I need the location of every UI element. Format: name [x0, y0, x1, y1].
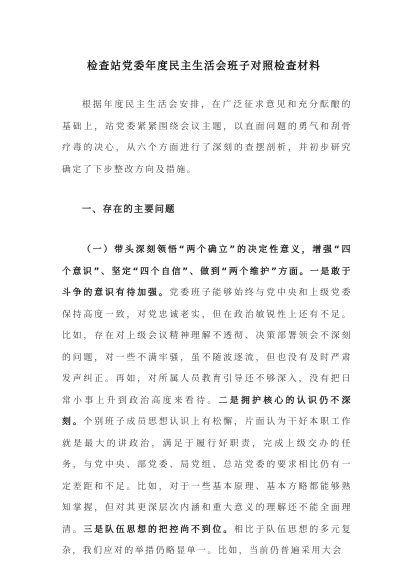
- section-1-paragraph: [62, 240, 352, 563]
- intro-paragraph: 根据年度民主生活会安排，在广泛征求意见和充分酝酿的基础上，站党委紧紧围绕会议主题，以直面问题的勇气和刮骨疗毒的决心，从六个方面进行了深刻的查摆剖析，并初步研究确定了下步整改方向及措施。: [62, 100, 352, 175]
- section-1-lead-bold: （一）带头深刻领悟“两个确立”的决定性意义，增强“四个意识”、坚定“四个自信”、做到“两个维护”方面。一是敢于斗争的意识有待加强。: [62, 245, 352, 298]
- document-title: 检查站党委年度民主生活会班子对照检查材料: [87, 60, 321, 72]
- section-1-text-3: 相比于队伍思想的多元复杂，我们应对的举措仍略显单一。比如，当前仍普遍采用大会: [62, 524, 352, 556]
- section-1-text-1: 党委班子能够始终与党中央和上级党委保持高度一致，对党忠诚老实，但在政治敏锐性上还有不足。比如，存在对上级会议精神理解不透彻、决策部署领会不深刻的问题，对一些不满牢骚，虽不随波逐流，但也没有及时严肃发声纠正。再如，对所属人员教育引导还不够深入，没有把日常小事上升到政治高度来看待。: [62, 288, 352, 406]
- section-heading-main-problems: 一、存在的主要问题: [82, 204, 176, 215]
- section-1-bold-3: 三是队伍思想的把控尚不到位。: [83, 524, 235, 535]
- section-1-text-2: 个别班子成员思想认识上有松懈，片面认为干好本职工作就是最大的讲政治，满足于履行好职责，完成上级交办的任务，与党中央、部党委、局党组、总站党委的要求相比仍有一定差距和不足。比如，对于一些基本原理、基本方略都能够熟知掌握，但对其更深层次内涵和重大意义的理解还不能全面理清。: [62, 417, 352, 535]
- section-1-bold-2: 二是拥护核心的认识仍不深刻。: [62, 395, 352, 427]
